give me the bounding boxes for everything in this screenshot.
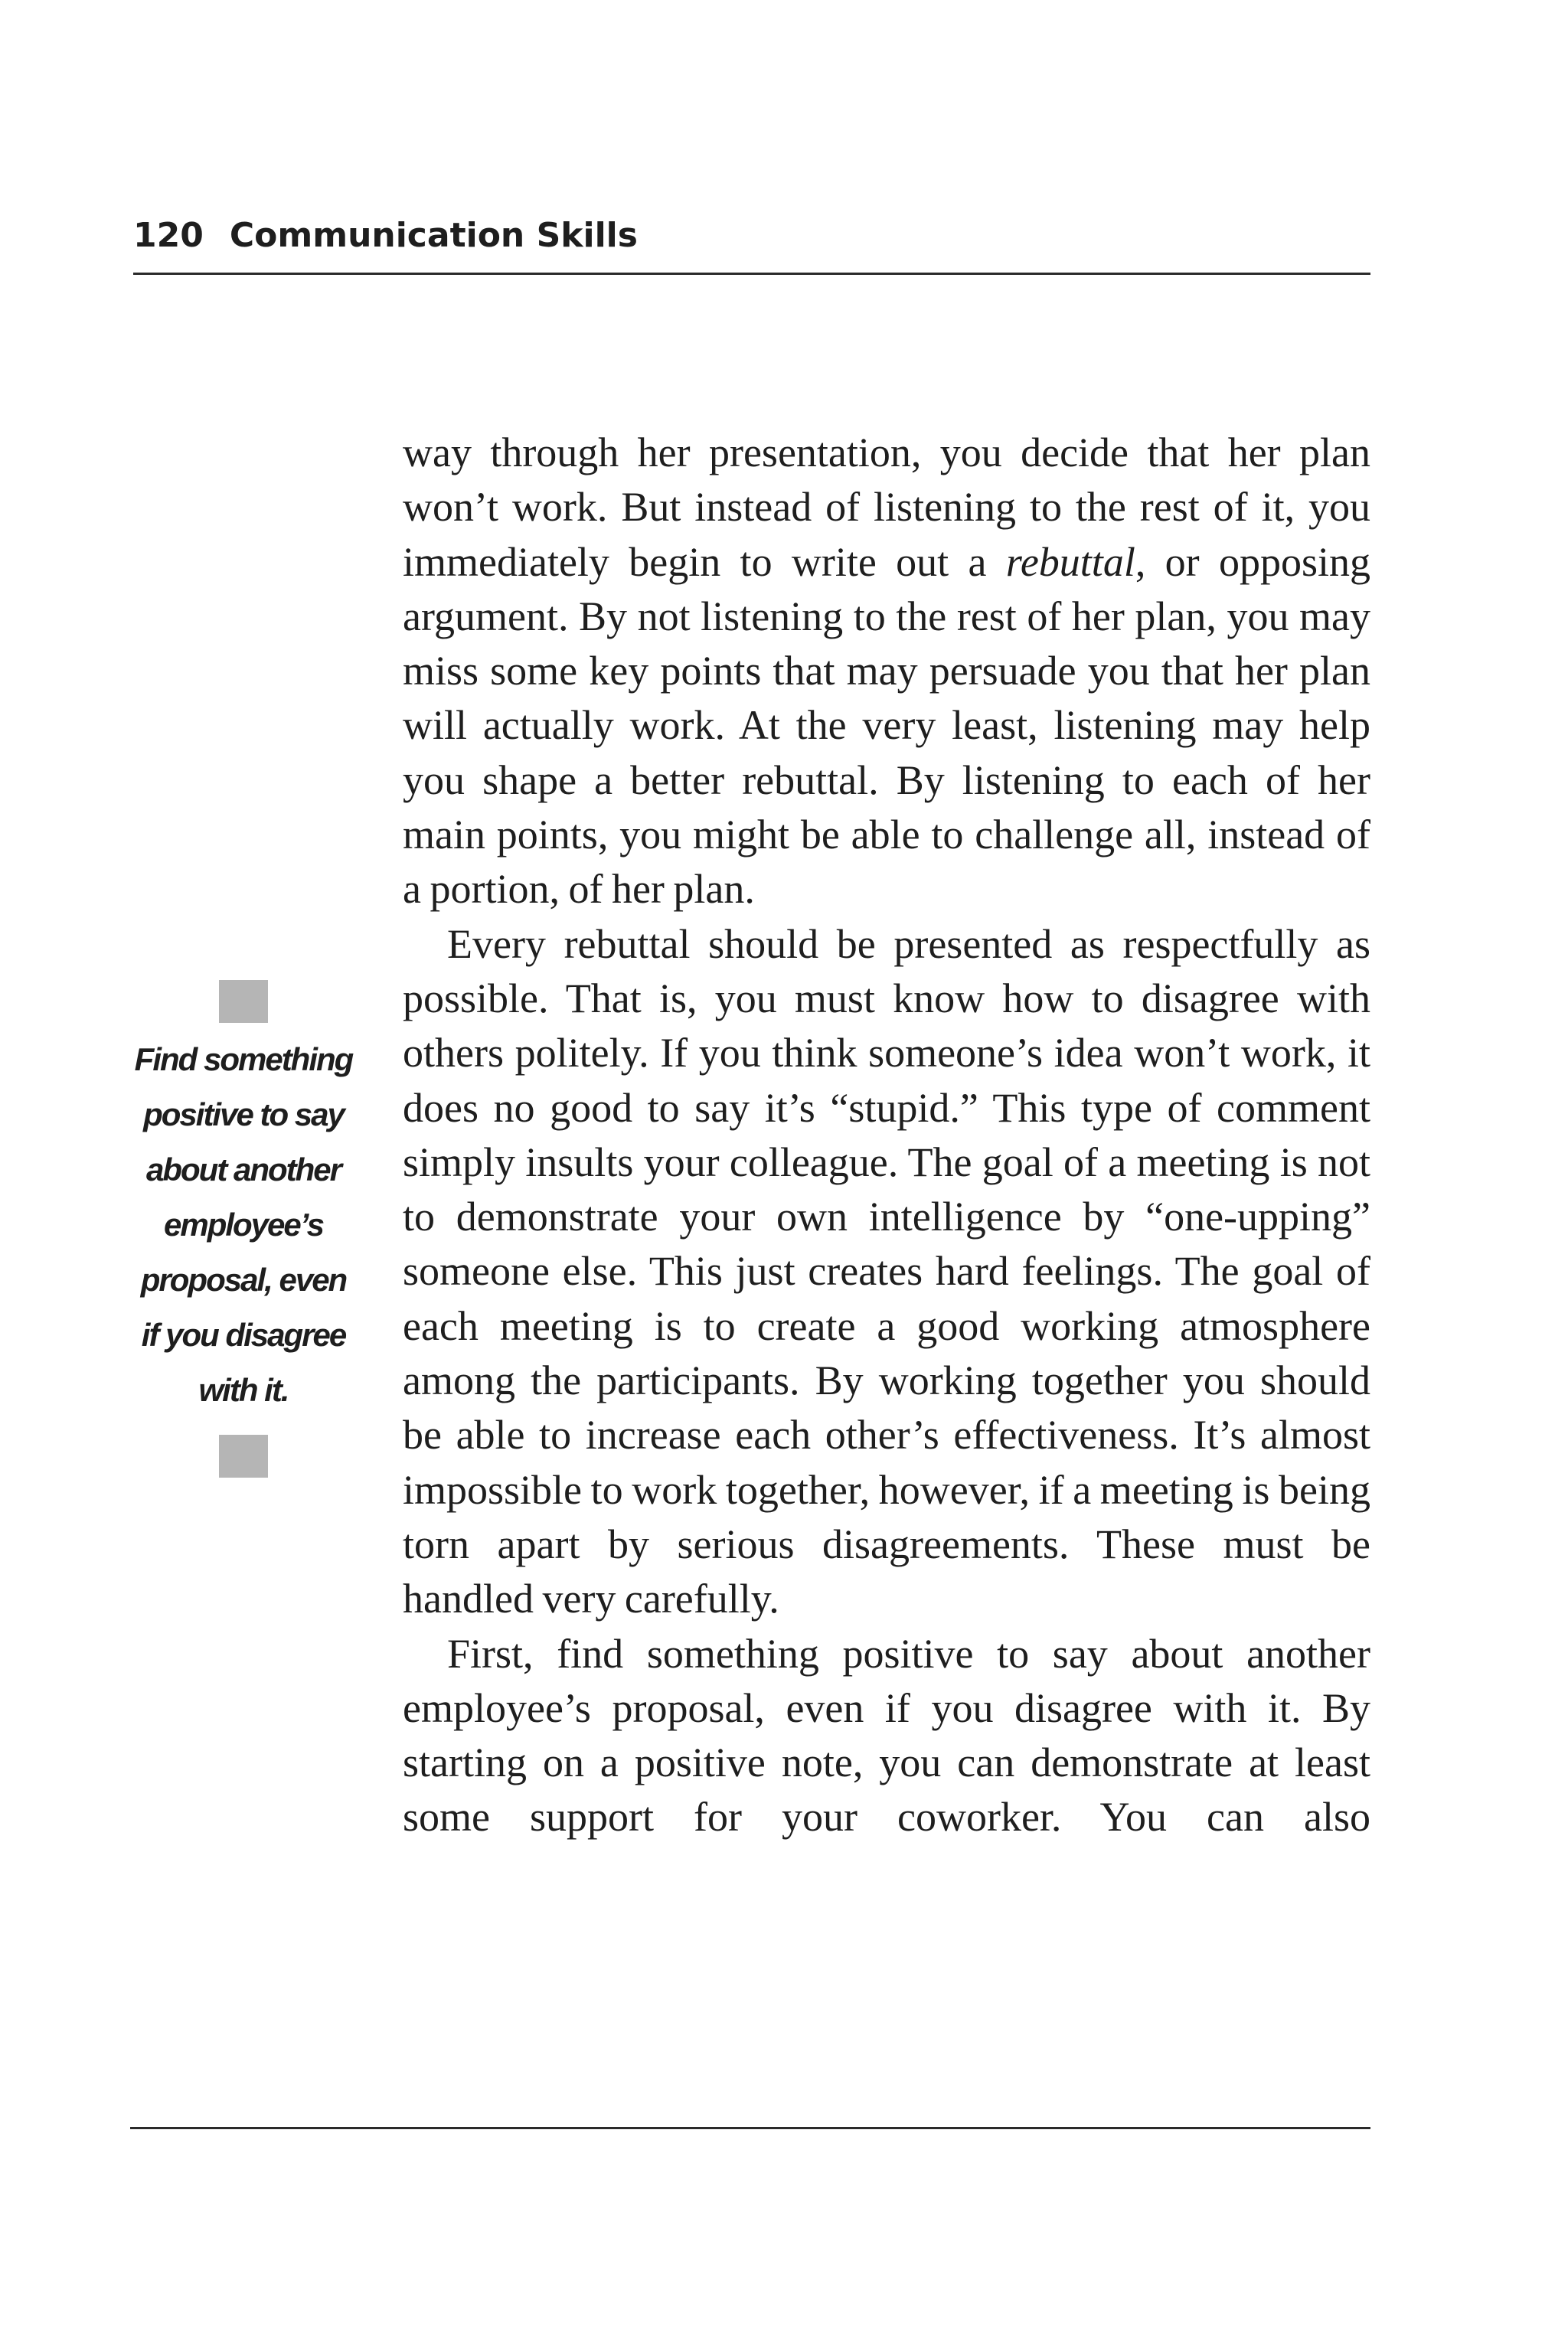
paragraph-1 [403, 426, 1370, 917]
running-head [133, 214, 638, 257]
pull-quote-bottom-square [219, 1435, 268, 1478]
paragraph-1-text-a: way through her presentation, you decide that her plan won’t work. But instead of listening to the rest of it, you immediately begin to write out a [403, 430, 1370, 585]
body-text [403, 426, 1370, 1845]
paragraph-1-text-b: , or opposing argument. By not listening to the rest of her plan, you may miss some key points that may persuade you that her plan will actually work. At the very least, listening may help you shape a better rebuttal. By listening to each of her main points, you might be able to challenge all, instead of a portion, of her plan. [403, 538, 1370, 913]
sidebar-pull-quote [130, 980, 357, 1478]
pull-quote-text [130, 1032, 357, 1418]
header-rule [133, 273, 1370, 275]
paragraph-3: First, find something positive to say about another employee’s proposal, even if you disagree with it. By starting on a positive note, you can demonstrate at least some support for your coworker. You can also [403, 1630, 1370, 1841]
pull-quote-line: employee’s [163, 1207, 324, 1243]
running-title: Communication Skills [229, 216, 638, 255]
pull-quote-line: if you disagree [141, 1317, 346, 1353]
pull-quote-line: with it. [198, 1372, 289, 1408]
pull-quote-line: positive to say [143, 1096, 344, 1132]
pull-quote-line: Find something [134, 1041, 353, 1077]
footer-rule [130, 2127, 1370, 2129]
pull-quote-line: proposal, even [140, 1262, 347, 1298]
italic-term-rebuttal: rebuttal [1005, 538, 1135, 585]
page-number: 120 [133, 216, 204, 255]
pull-quote-line: about another [146, 1152, 341, 1187]
paragraph-2: Every rebuttal should be presented as respectfully as possible. That is, you must know how to disagree with others politely. If you think someone’s idea won’t work, it does no good to say it’s “stupid.” This type of comment simply insults your colleague. The goal of a meeting is not to demonstrate your own intelligence by “one-upping” someone else. This just creates hard feelings. The goal of each meeting is to create a good working atmosphere among the participants. By working together you should be able to increase each other’s effectiveness. It’s almost impossible to work together, however, if a meeting is being torn apart by serious disagreements. These must be handled very carefully. [403, 920, 1370, 1622]
pull-quote-top-square [219, 980, 268, 1023]
